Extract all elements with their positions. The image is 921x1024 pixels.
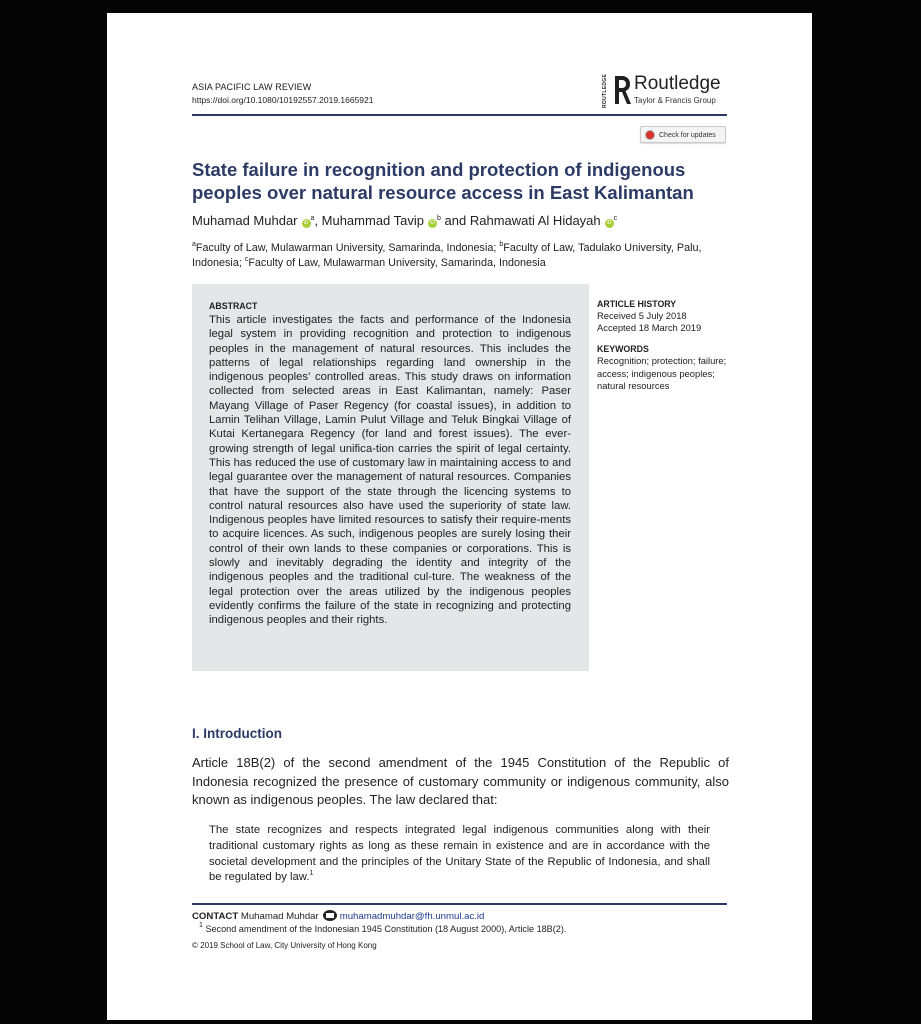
footnote-number: 1 [199,922,203,929]
abstract-heading: ABSTRACT [209,301,258,311]
affiliation-mark: b [437,215,441,222]
footnote-text: Second amendment of the Indonesian 1945 Constitution (18 August 2000), Article 18B(2). [205,924,567,934]
affiliation-mark: b [499,241,504,248]
article-page [107,13,812,1020]
title-line-1: State failure in recognition and protection of indigenous [192,159,686,180]
abstract-text: This article investigates the facts and performance of the Indonesia legal system in providing recognition and protection to indigenous peoples in the management of natural resources. This includes the patterns of legal relationships regarding land ownership in the indigenous peoples’ controlled areas. This study draws on information collected from selected areas in East Kalimantan, namely: Paser Mayang Village of Paser Regency (for coastal issues), in addition to Lamin Telihan Village, Lamin Pulut Village and Teluk Bingkai Village of Kutai Kertanegara Regency (for land and forest issues). The ever-growing strength of legal unifica-tion carries the spirit of legal certainty. This has reduced the use of customary law in maintaining access to and legal guarantee over the management of natural resources. Companies that have the support of the state through the licencing systems to control natural resources also have used the superiority of state law. Indigenous peoples have limited resources to satisfy their require-ments to acquire licences. As such, indigenous peoples are surely losing their control of their own lands to these companies or corporations. This is slowly and inevitably degrading the identity and integrity of the indigenous peoples and the traditional cul-ture. The weakness of the legal protection over the areas utilized by the indigenous peoples evidently confirms the failure of the state in recognizing and protecting indigenous peoples and their rights. [209,314,571,627]
article-history-heading: ARTICLE HISTORY [597,299,677,309]
affiliations [192,241,732,270]
journal-name: ASIA PACIFIC LAW REVIEW [192,82,312,92]
section-heading: I. Introduction [192,726,282,741]
article-title [192,158,752,204]
check-for-updates-button[interactable] [640,126,726,143]
affiliation-a: Faculty of Law, Mulawarman University, Samarinda, Indonesia; [195,242,500,254]
footnote-marker[interactable]: 1 [309,870,314,878]
author-list [192,212,752,230]
crossmark-icon [645,130,655,140]
routledge-r-icon [612,73,632,107]
intro-paragraph: Article 18B(2) of the second amendment of the 1945 Constitution of the Republic of Indonesia recognized the presence of customary community or indigenous community, also known as indigenous peoples. The law declared that: [192,755,729,807]
abstract-box [192,284,589,671]
doi-link[interactable]: https://doi.org/10.1080/10192557.2019.1665921 [192,95,374,105]
check-updates-label: Check for updates [659,132,716,139]
block-quote [209,823,710,886]
author-name[interactable]: Muhammad Tavip [321,213,425,228]
footer-rule [192,903,727,905]
author-separator: and [440,213,470,228]
publisher-logo [602,72,730,112]
quote-text: The state recognizes and respects integrated legal indigenous communities along with their traditional customary rights as long as these remain in existence and are in accordance with the societal development and the principles of the Unitary State of the Republic of Indonesia, and shall be regulated by law. [209,824,710,884]
affiliation-c: Faculty of Law, Mulawarman University, Samarinda, Indonesia [248,256,546,269]
publisher-name: Routledge [634,73,721,94]
article-sidebar [597,298,737,392]
keywords-heading: KEYWORDS [597,344,649,355]
orcid-icon[interactable]: iD [428,219,437,228]
footnote [199,924,566,934]
affiliation-mark: a [310,215,315,222]
keywords-text: Recognition; protection; failure; access; indigenous peoples; natural resources [597,355,727,391]
accepted-date: Accepted 18 March 2019 [597,322,702,334]
copyright-notice: © 2019 School of Law, City University of Hong Kong [192,941,377,950]
author-name[interactable]: Rahmawati Al Hidayah [469,213,601,228]
received-date: Received 5 July 2018 [597,310,687,321]
author-name[interactable]: Muhamad Muhdar [192,213,298,228]
author-separator: , [314,213,322,228]
affiliation-mark: c [244,255,249,263]
orcid-icon[interactable]: iD [605,219,614,228]
affiliation-mark: c [613,215,618,222]
affiliation-b: Faculty of Law, Tadulako University, Palu, Indonesia; [192,242,702,269]
logo-vertical-text: ROUTLEDGE [602,73,608,108]
contact-label: CONTACT [192,911,239,922]
contact-email-link[interactable]: muhamadmuhdar@fh.unmul.ac.id [339,911,485,922]
orcid-icon[interactable]: iD [302,219,311,228]
contact-name: Muhamad Muhdar [240,911,319,922]
contact-line [192,910,484,922]
title-line-2: peoples over natural resource access in East Kalimantan [192,182,694,203]
envelope-icon [323,910,337,921]
affiliation-mark: a [192,241,196,248]
publisher-group: Taylor & Francis Group [634,96,716,105]
header-rule [192,114,727,116]
